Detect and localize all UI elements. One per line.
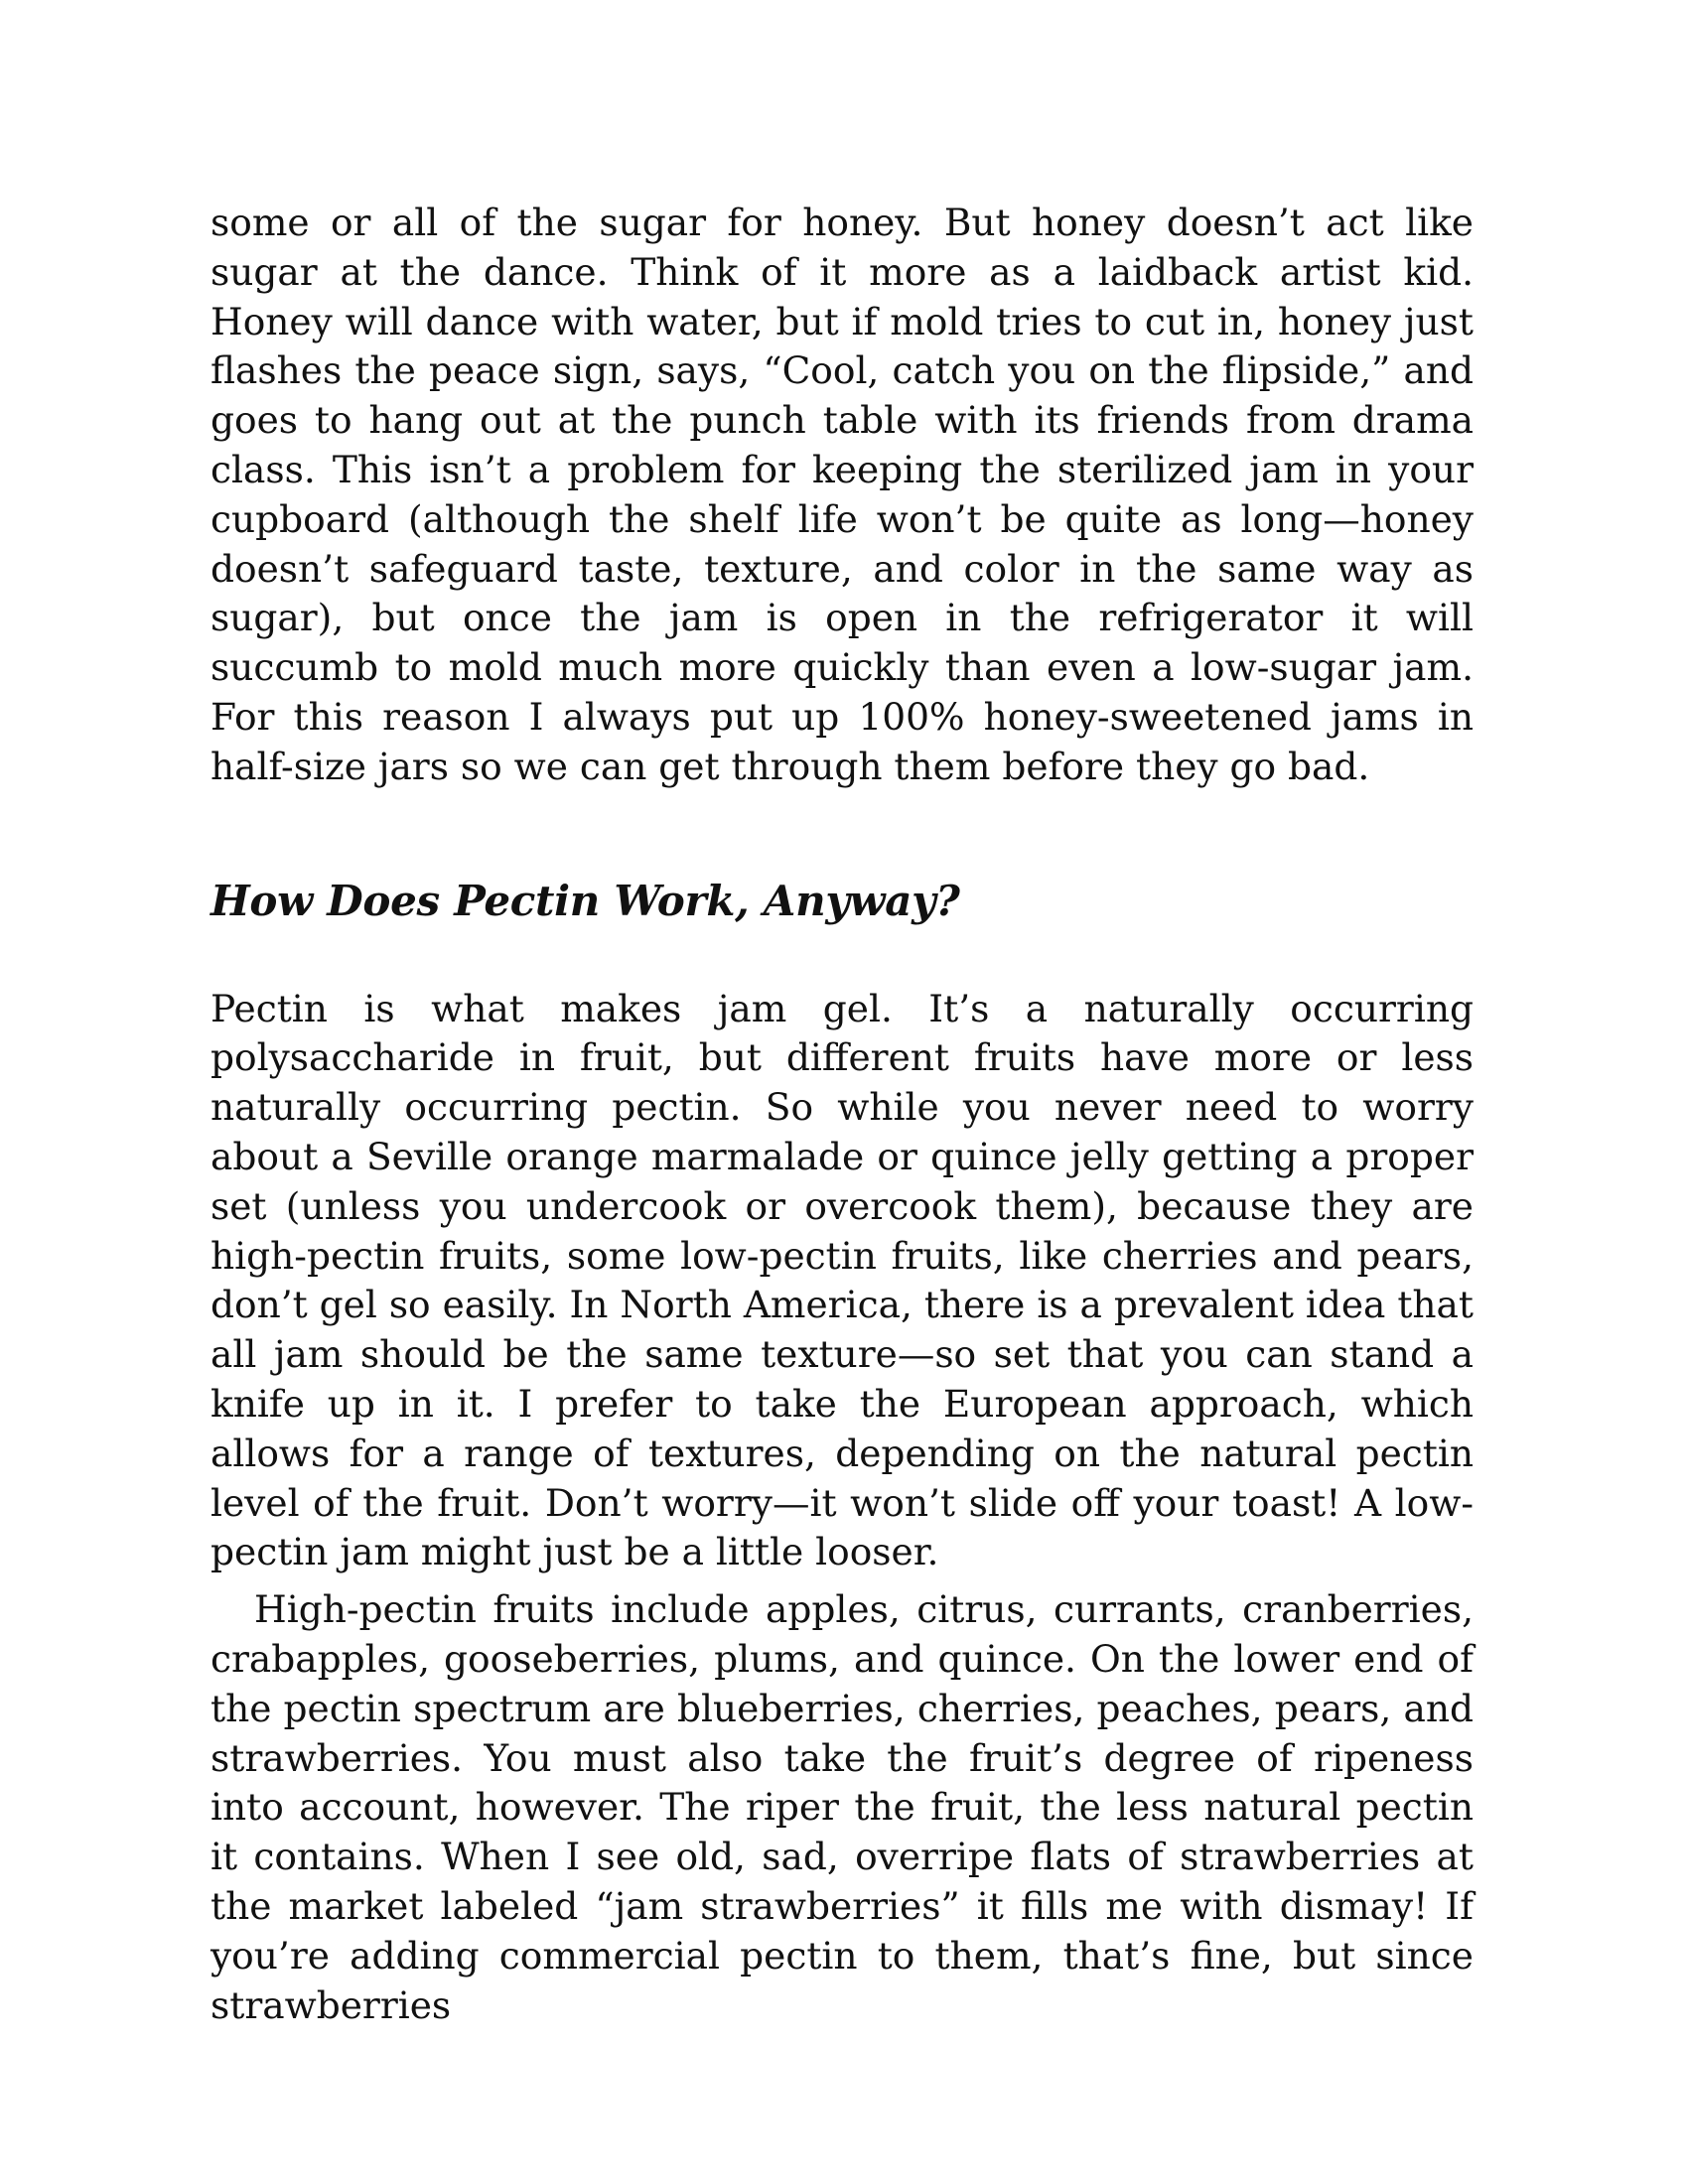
page-body (211, 199, 1474, 2030)
paragraph-honey: some or all of the sugar for honey. But honey doesn’t act like sugar at the dance. Think of it more as a laidback artist kid. Honey will dance with water, but if mold tries to cut in, honey just flashes the peace sign, says, “Cool, catch you on the flipside,” and goes to hang out at the punch table with its friends from drama class. This isn’t a problem for keeping the sterilized jam in your cupboard (although the shelf life won’t be quite as long—honey doesn’t safeguard taste, texture, and color in the same way as sugar), but once the jam is open in the refrigerator it will succumb to mold much more quickly than even a low-sugar jam. For this reason I always put up 100% honey-sweetened jams in half-size jars so we can get through them before they go bad. (211, 201, 1474, 788)
section-heading: How Does Pectin Work, Anyway? (211, 876, 960, 925)
paragraph-high-pectin-fruits: High-pectin fruits include apples, citrus, currants, cranberries, crabapples, gooseberries, plums, and quince. On the lower end of the pectin spectrum are blueberries, cherries, peaches, pears, and strawberries. You must also take the fruit’s degree of ripeness into account, however. The riper the fruit, the less natural pectin it contains. When I see old, sad, overripe flats of strawberries at the market labeled “jam strawberries” it fills me with dismay! If you’re adding commercial pectin to them, that’s fine, but since strawberries (211, 1587, 1474, 2027)
paragraph-pectin: Pectin is what makes jam gel. It’s a naturally occurring polysaccharide in fruit, but different fruits have more or less naturally occurring pectin. So while you never need to worry about a Seville orange marmalade or quince jelly getting a proper set (unless you undercook or overcook them), because they are high-pectin fruits, some low-pectin fruits, like cherries and pears, don’t gel so easily. In North America, there is a prevalent idea that all jam should be the same texture—so set that you can stand a knife up in it. I prefer to take the European approach, which allows for a range of textures, depending on the natural pectin level of the fruit. Don’t worry—it won’t slide off your toast! A low-pectin jam might just be a little looser. (211, 986, 1474, 1574)
